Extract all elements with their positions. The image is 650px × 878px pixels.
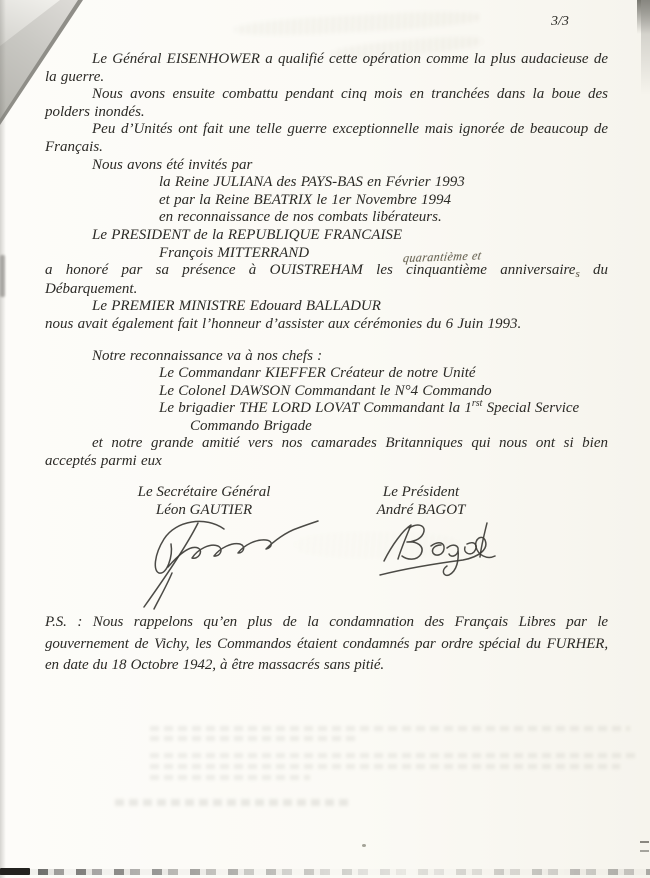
handwritten-annotation: quarantième et <box>402 248 483 266</box>
doc-line: en reconnaissance de nos combats libérateurs. <box>159 209 442 226</box>
doc-text: Le brigadier THE LORD LOVAT Commandant la 1 <box>159 400 472 417</box>
doc-line: Le Colonel DAWSON Commandant le N°4 Commando <box>159 382 492 399</box>
doc-line: Le Commandanr KIEFFER Créateur de notre Unité <box>159 365 476 382</box>
superscript-ordinal: rst <box>471 398 483 410</box>
ghost-text-bleedthrough <box>150 726 630 731</box>
doc-line: Commando Brigade <box>190 417 312 434</box>
scan-edge-mark <box>640 841 649 852</box>
doc-line: Le PREMIER MINISTRE Edouard BALLADUR <box>92 298 381 315</box>
ps-line: P.S. : Nous rappelons qu’en plus de la condamnation des Français Libres par le <box>45 614 608 630</box>
ps-line: en date du 18 Octobre 1942, à être massacrés sans pitié. <box>45 657 385 674</box>
ps-line: gouvernement de Vichy, les Commandos étaient condamnés par ordre spécial du FURHER, <box>45 635 608 652</box>
scan-bottom-edge <box>0 869 650 875</box>
ghost-text-bleedthrough <box>115 799 350 806</box>
doc-line: Le Général EISENHOWER a qualifié cette opération comme la plus audacieuse de <box>92 51 608 67</box>
handwritten-s: s <box>575 268 580 281</box>
letter-body <box>45 51 608 471</box>
doc-line: et notre grande amitié vers nos camarades Britanniques qui nous ont si bien <box>92 435 608 452</box>
doc-line: la Reine JULIANA des PAYS-BAS en Février 1993 <box>159 174 465 191</box>
postscript <box>45 612 608 677</box>
doc-text: a honoré par sa présence à OUISTREHAM les <box>45 262 393 279</box>
ghost-text-bleedthrough <box>150 736 360 741</box>
bagot-signature <box>376 515 508 587</box>
doc-text: cinquantième <box>406 262 487 279</box>
scan-edge-right-shade <box>641 0 650 95</box>
paragraph-gap <box>45 334 608 348</box>
scan-speck <box>362 844 366 847</box>
doc-line: la guerre. <box>45 68 105 85</box>
doc-line: Le PRESIDENT de la REPUBLIQUE FRANCAISE <box>92 226 403 243</box>
scan-edge-left-shadow <box>0 0 6 878</box>
doc-line: acceptés parmi eux <box>45 453 162 470</box>
doc-line: polders inondés. <box>45 103 145 120</box>
annotated-word <box>402 248 487 279</box>
ghost-text-bleedthrough <box>150 764 620 769</box>
doc-line: Nous avons été invités par <box>92 156 253 173</box>
doc-line: nous avait également fait l’honneur d’assister aux cérémonies du 6 Juin 1993. <box>45 315 522 332</box>
doc-line: Français. <box>45 138 103 155</box>
signature-title: Le Secrétaire Général <box>137 484 271 500</box>
ghost-ink-bleedthrough <box>235 9 481 39</box>
doc-text: anniversaire <box>500 262 576 279</box>
page-number: 3/3 <box>551 14 569 29</box>
doc-text: du <box>593 262 609 279</box>
doc-line: Peu d’Unités ont fait une telle guerre exceptionnelle mais ignorée de beaucoup de <box>92 121 608 138</box>
scan-bottom-edge-cap <box>0 868 30 875</box>
doc-line: Débarquement. <box>45 280 138 297</box>
doc-text: Special Service <box>486 400 580 417</box>
ghost-text-bleedthrough <box>150 753 635 758</box>
signature-name: André BAGOT <box>376 501 466 518</box>
signature-title: Le Président <box>382 484 460 500</box>
doc-line: François MITTERRAND <box>159 244 310 261</box>
doc-line: et par la Reine BEATRIX le 1er Novembre 1994 <box>159 191 451 208</box>
gautier-signature <box>128 513 328 611</box>
scan-edge-smudge <box>0 255 5 297</box>
doc-line-with-superscript <box>45 400 608 418</box>
doc-line: Nous avons ensuite combattu pendant cinq mois en tranchées dans la boue des <box>92 86 608 103</box>
ghost-text-bleedthrough <box>150 775 310 780</box>
signature-block-president <box>316 484 526 519</box>
doc-line: Notre reconnaissance va à nos chefs : <box>92 347 323 364</box>
signature-name: Léon GAUTIER <box>155 501 253 518</box>
